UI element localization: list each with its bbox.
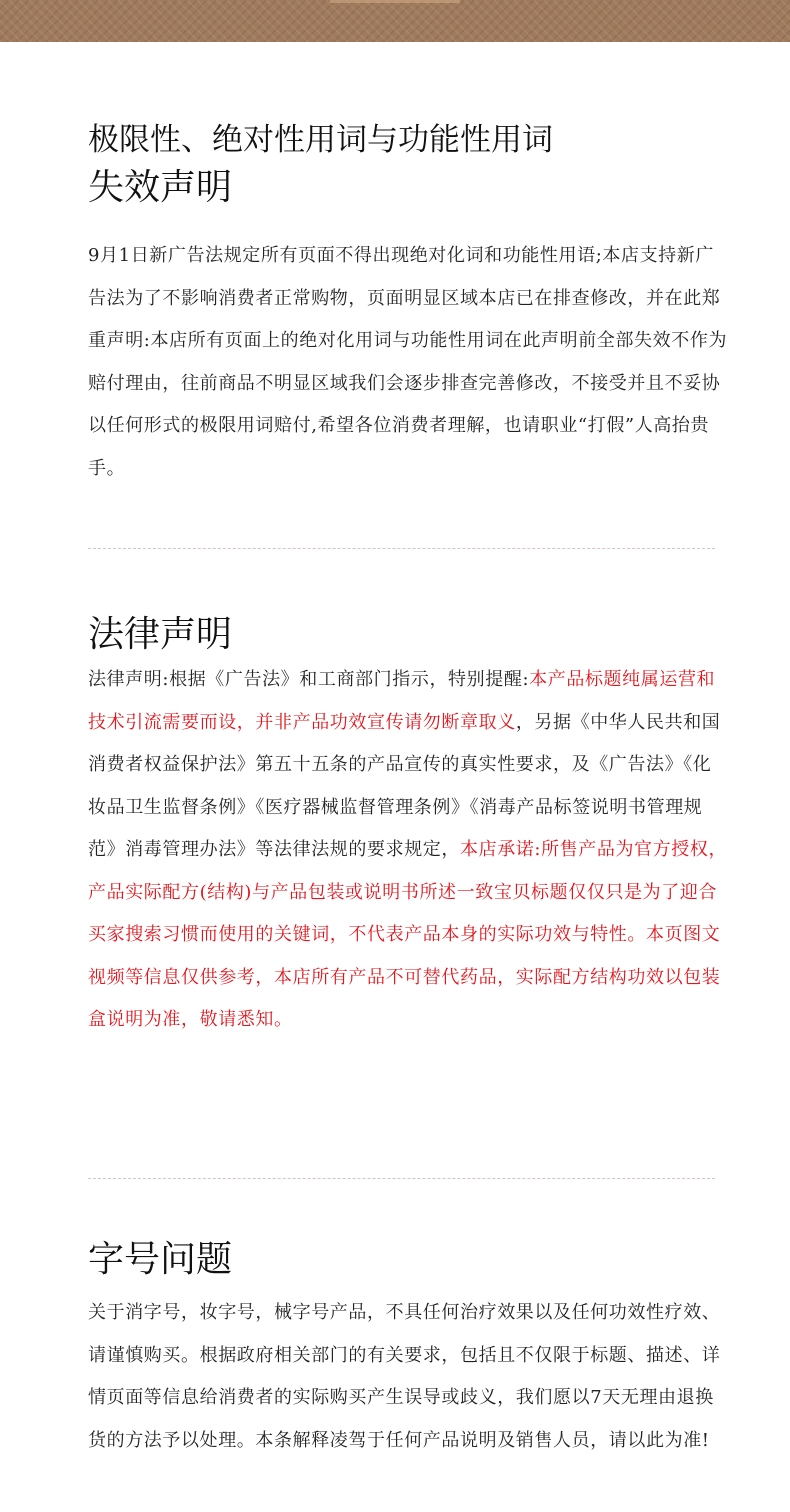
- section3-body: 关于消字号，妆字号，械字号产品，不具任何治疗效果以及任何功效性疗效、请谨慎购买。根据政府相关部门的有关要求，包括且不仅限于标题、描述、详情页面等信息给消费者的实际购买产生误导或歧义，我们愿以7天无理由退换货的方法予以处理。本条解释凌驾于任何产品说明及销售人员，请以此为准!: [88, 1302, 721, 1451]
- section1-title-line1: 极限性、绝对性用词与功能性用词: [88, 122, 553, 158]
- section1-body: 9月1日新广告法规定所有页面不得出现绝对化词和功能性用语;本店支持新广告法为了不影响消费者正常购物，页面明显区域本店已在排查修改，并在此郑重声明:本店所有页面上的绝对化用词与功能性用词在此声明前全部失效不作为赔付理由，往前商品不明显区域我们会逐步排查完善修改，不接受并且不妥协以任何形式的极限用词赔付,希望各位消费者理解，也请职业“打假”人高抬贵手。: [88, 245, 728, 479]
- divider-2: [88, 1178, 715, 1179]
- section-license-types: [88, 1236, 728, 1462]
- section2-red-notice-2: 本店承诺:所售产品为官方授权，产品实际配方(结构)与产品包装或说明书所述一致宝贝标题仅仅只是为了迎合买家搜索习惯而使用的关键词，不代表产品本身的实际功效与特性。本页图文视频等信息仅供参考，本店所有产品不可替代药品，实际配方结构功效以包装盒说明为准，敬请悉知。: [88, 839, 728, 1030]
- section1-title-line2: 失效声明: [88, 167, 233, 208]
- top-decorative-banner: [0, 0, 790, 42]
- section2-body-part2: ，另据《中华人民共和国消费者权益保护法》第五十五条的产品宣传的真实性要求，及《广告法》《化妆品卫生监督条例》《医疗器械监督管理条例》《消毒产品标签说明书管理规范》消毒管理办法》等法律法规的要求规定，: [88, 711, 721, 860]
- divider-1: [88, 548, 715, 549]
- section2-red-notice-1: 本产品标题纯属运营和技术引流需要而设，并非产品功效宣传请勿断章取义: [88, 669, 716, 733]
- section2-body-part1: 法律声明:根据《广告法》和工商部门指示，特别提醒:: [88, 669, 530, 690]
- section2-title: 法律声明: [88, 614, 233, 655]
- section-absolute-terms: [88, 116, 728, 490]
- banner-accent: [330, 0, 460, 3]
- section3-title: 字号问题: [88, 1239, 233, 1280]
- section2-body: [88, 659, 728, 1042]
- section-legal-statement: [88, 611, 728, 1042]
